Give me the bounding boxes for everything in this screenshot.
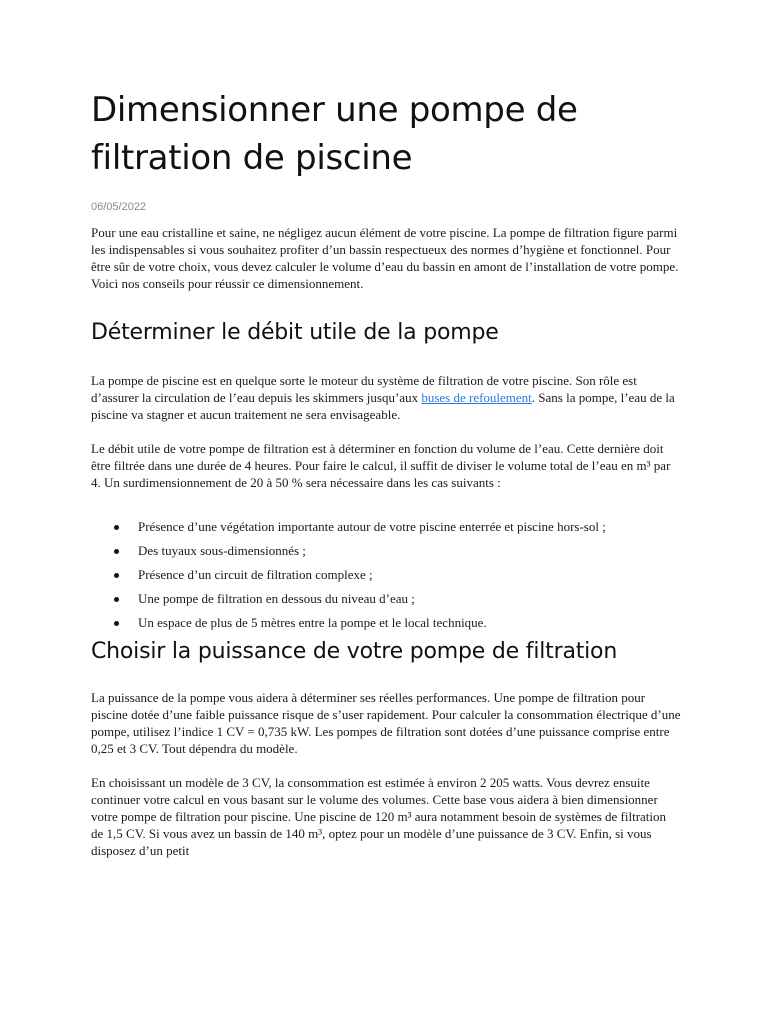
list-item: Une pompe de filtration en dessous du niveau d’eau ; [91,590,681,607]
intro-paragraph: Pour une eau cristalline et saine, ne négligez aucun élément de votre piscine. La pompe de filtration figure parmi les indispensables si vous souhaitez profiter d’un bassin respectueux des normes d’hygiène et fonctionnel. Pour être sûr de votre choix, vous devez calculer le volume d’eau du bassin en amont de l’installation de votre pompe. Voici nos conseils pour réussir ce dimensionnement. [91,225,679,291]
page-title: Dimensionner une pompe de filtration de piscine [91,90,578,178]
list-item: Présence d’une végétation importante autour de votre piscine enterrée et piscine hors-sol ; [91,518,681,535]
paragraph-puissance: La puissance de la pompe vous aidera à déterminer ses réelles performances. Une pompe de filtration pour piscine dotée d’une faible puissance risque de s’user rapidement. Pour calculer la consommation électrique d’une pompe, utilisez l’indice 1 CV = 0,735 kW. Les pompes de filtration sont dotées d’une puissance comprise entre 0,25 et 3 CV. Tout dépendra du modèle. [91,690,681,756]
paragraph-text: . Sans la pompe, l’eau de la piscine va stagner et aucun traitement ne sera envisageable. [91,390,675,422]
paragraph-debit-utile: Le débit utile de votre pompe de filtration est à déterminer en fonction du volume de l’eau. Cette dernière doit être filtrée dans une durée de 4 heures. Pour faire le calcul, il suffit de diviser le volume total de l’eau en m³ par 4. Un surdimensionnement de 20 à 50 % sera nécessaire dans les cas suivants : [91,441,671,490]
list-item: Présence d’un circuit de filtration complexe ; [91,566,681,583]
buses-de-refoulement-link[interactable]: buses de refoulement [421,390,532,405]
section-heading-puissance: Choisir la puissance de votre pompe de filtration [91,639,618,664]
list-item: Des tuyaux sous-dimensionnés ; [91,542,681,559]
article [91,86,681,859]
paragraph-text: La pompe de piscine est en quelque sorte le moteur du système de filtration de votre piscine. Son rôle est d’assurer la circulation de l’eau depuis les skimmers jusqu’aux [91,373,637,405]
paragraph-consommation: En choisissant un modèle de 3 CV, la consommation est estimée à environ 2 205 watts. Vous devrez ensuite continuer votre calcul en vous basant sur le volume des volumes. Cette base vous aidera à bien dimensionner votre pompe de filtration pour piscine. Une piscine de 120 m³ aura notamment besoin de systèmes de filtration de 1,5 CV. Si vous avez un bassin de 140 m³, optez pour un modèle d’une puissance de 3 CV. Enfin, si vous disposez d’un petit [91,775,667,858]
oversizing-cases-list [91,518,681,631]
section-heading-debit: Déterminer le débit utile de la pompe [91,320,499,345]
list-item: Un espace de plus de 5 mètres entre la pompe et le local technique. [91,614,681,631]
publish-date: 06/05/2022 [91,201,147,213]
paragraph-pump-role [91,372,681,423]
